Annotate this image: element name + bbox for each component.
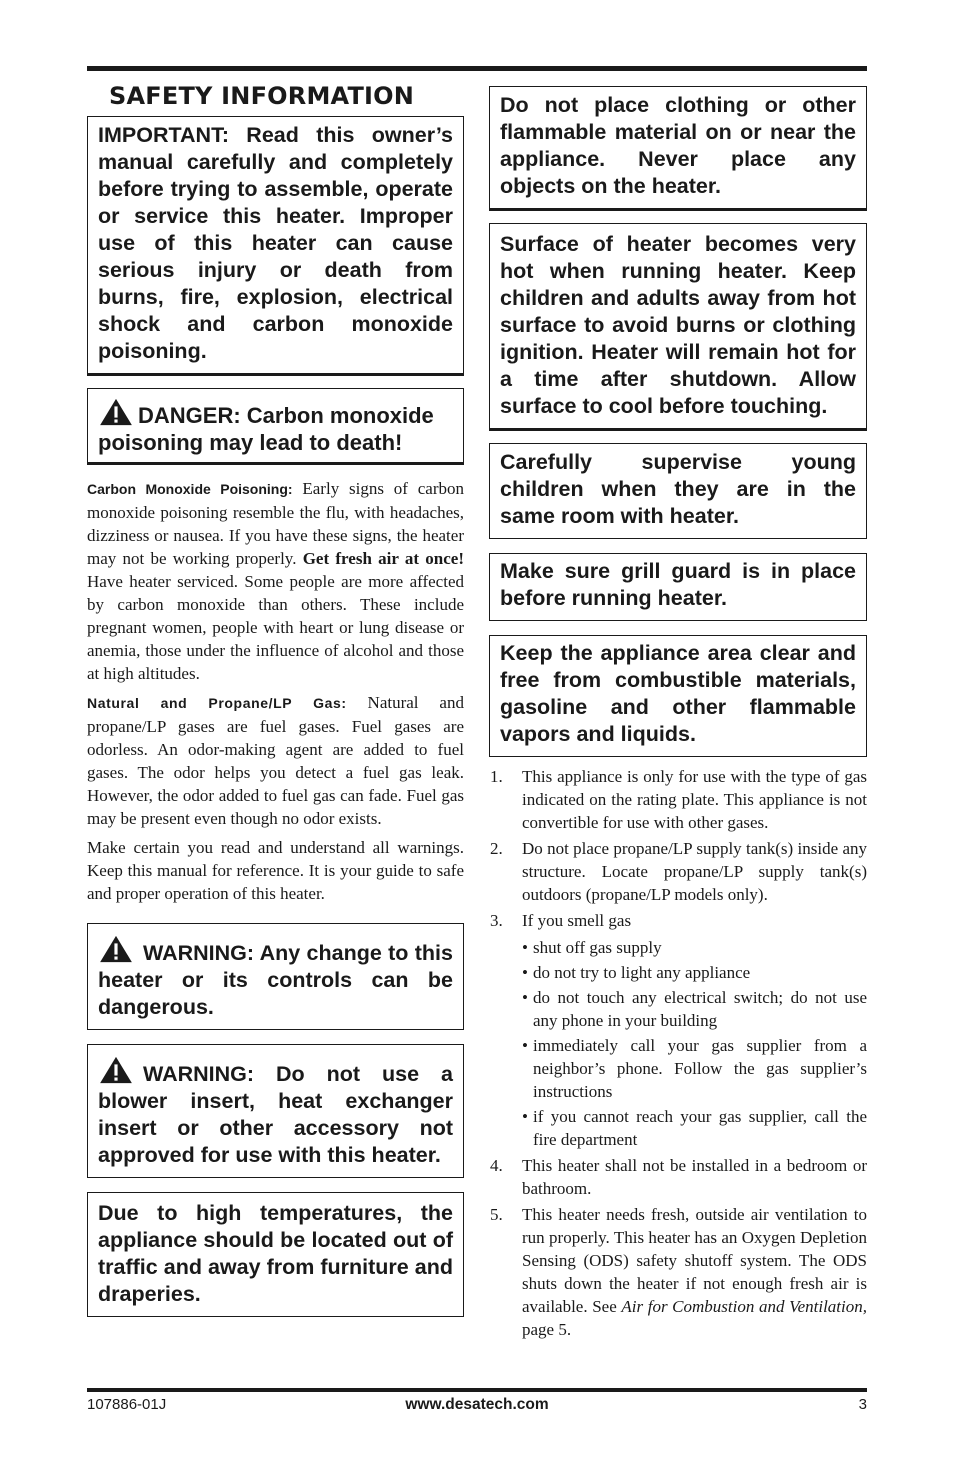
bullet-item: • immediately call your gas supplier from a neighbor’s phone. Follow the gas supplier’s instructions bbox=[522, 1036, 867, 1101]
clothing-notice: Do not place clothing or other flammable material on or near the appliance. Never place any objects on the heater. bbox=[489, 86, 867, 209]
hot-surface-notice: Surface of heater becomes very hot when running heater. Keep children and adults away from hot surface to avoid burns or clothing ignition. Heater will remain hot for a time after shutdown. Allow surface to cool before touching. bbox=[489, 223, 867, 429]
gas-heading: Natural and Propane/LP Gas: bbox=[87, 695, 347, 711]
doc-number: 107886-01J bbox=[87, 1396, 167, 1413]
list-item: 3. If you smell gas • shut off gas supply • do not try to light any appliance • do not touch any electrical switch; do not use any phone in your building • immediately call your gas supplier from a neighbor’s phone. Follow the gas supplier’s instructions • if you cannot reach your gas supplier, call the fire department bbox=[490, 911, 867, 1149]
grill-guard-notice: Make sure grill guard is in place before running heater. bbox=[489, 553, 867, 621]
website-link[interactable]: www.desatech.com bbox=[405, 1396, 549, 1413]
safety-list bbox=[489, 765, 867, 1341]
gas-paragraph bbox=[87, 691, 464, 830]
gas-text: Natural and propane/LP gases are fuel gases. Fuel gases are odorless. An odor-making agent are added to fuel gases. The odor helps you detect a fuel gas leak. However, the odor added to fuel gas can fade. Fuel gas may be present even though no odor exists. bbox=[87, 693, 464, 828]
co-bold: Get fresh air at once! bbox=[302, 549, 464, 568]
gas-smell-steps bbox=[522, 936, 867, 1151]
section-title: SAFETY INFORMATION bbox=[109, 82, 415, 110]
danger-text: Carbon monoxide poisoning may lead to death! bbox=[98, 403, 434, 455]
left-column bbox=[87, 80, 464, 1331]
top-rule bbox=[87, 66, 867, 71]
warning-triangle-icon bbox=[98, 1056, 134, 1084]
list-item: 4. This heater shall not be installed in a bedroom or bathroom. bbox=[490, 1156, 867, 1198]
bullet-item: • if you cannot reach your gas supplier, call the fire department bbox=[522, 1107, 867, 1149]
co-heading: Carbon Monoxide Poisoning: bbox=[87, 481, 293, 497]
co-text-1: Early signs of carbon monoxide poisoning resemble the flu, with headaches, dizziness or nausea. If you have these signs, the heater may not be working properly. bbox=[87, 479, 464, 568]
supervise-children-notice: Carefully supervise young children when they are in the same room with heater. bbox=[489, 443, 867, 539]
right-column bbox=[489, 86, 867, 1344]
list-item: 5. This heater needs fresh, outside air ventilation to run properly. This heater has an Oxygen Depletion Sensing (ODS) safety shutoff system. The ODS shuts down the heater if not enough fresh air is available. See Air for Combustion and Ventilation, page 5. bbox=[490, 1205, 867, 1339]
temperature-notice: Due to high temperatures, the appliance should be located out of traffic and away from furniture and draperies. bbox=[87, 1192, 464, 1317]
danger-notice bbox=[87, 388, 464, 463]
warning-triangle-icon bbox=[98, 398, 134, 426]
danger-label: DANGER: bbox=[138, 403, 241, 428]
warning-triangle-icon bbox=[98, 935, 134, 963]
co-paragraph bbox=[87, 477, 464, 685]
list-item: 2. Do not place propane/LP supply tank(s) inside any structure. Locate propane/LP supply tank(s) outdoors (propane/LP models only). bbox=[490, 839, 867, 904]
important-notice: IMPORTANT: Read this owner’s manual carefully and completely before trying to assemble, operate or service this heater. Improper use of this heater can cause serious injury or death from burns, fire, explosion, electrical shock and carbon monoxide poisoning. bbox=[87, 116, 464, 374]
warning-notice-1 bbox=[87, 923, 464, 1030]
bullet-item: • shut off gas supply bbox=[522, 938, 662, 957]
clear-area-notice: Keep the appliance area clear and free from combustible materials, gasoline and other flammable vapors and liquids. bbox=[489, 635, 867, 757]
warning-text-1: WARNING: Any change to this heater or its controls can be dangerous. bbox=[98, 941, 453, 1019]
page-number: 3 bbox=[858, 1396, 867, 1413]
co-text-2: Have heater serviced. Some people are more affected by carbon monoxide than others. These include pregnant women, people with heart or lung disease or anemia, those under the influence of alcohol and those at high altitudes. bbox=[87, 572, 464, 683]
list-item: 1. This appliance is only for use with the type of gas indicated on the rating plate. This appliance is not convertible for use with other gases. bbox=[490, 767, 867, 832]
warning-notice-2 bbox=[87, 1044, 464, 1178]
bullet-item: • do not try to light any appliance bbox=[522, 963, 751, 982]
warning-text-2: WARNING: Do not use a blower insert, heat exchanger insert or other accessory not approved for use with this heater. bbox=[98, 1062, 453, 1167]
bullet-item: • do not touch any electrical switch; do not use any phone in your building bbox=[522, 988, 867, 1030]
bottom-rule bbox=[87, 1388, 867, 1392]
make-certain-paragraph: Make certain you read and understand all warnings. Keep this manual for reference. It is your guide to safe and proper operation of this heater. bbox=[87, 838, 464, 903]
